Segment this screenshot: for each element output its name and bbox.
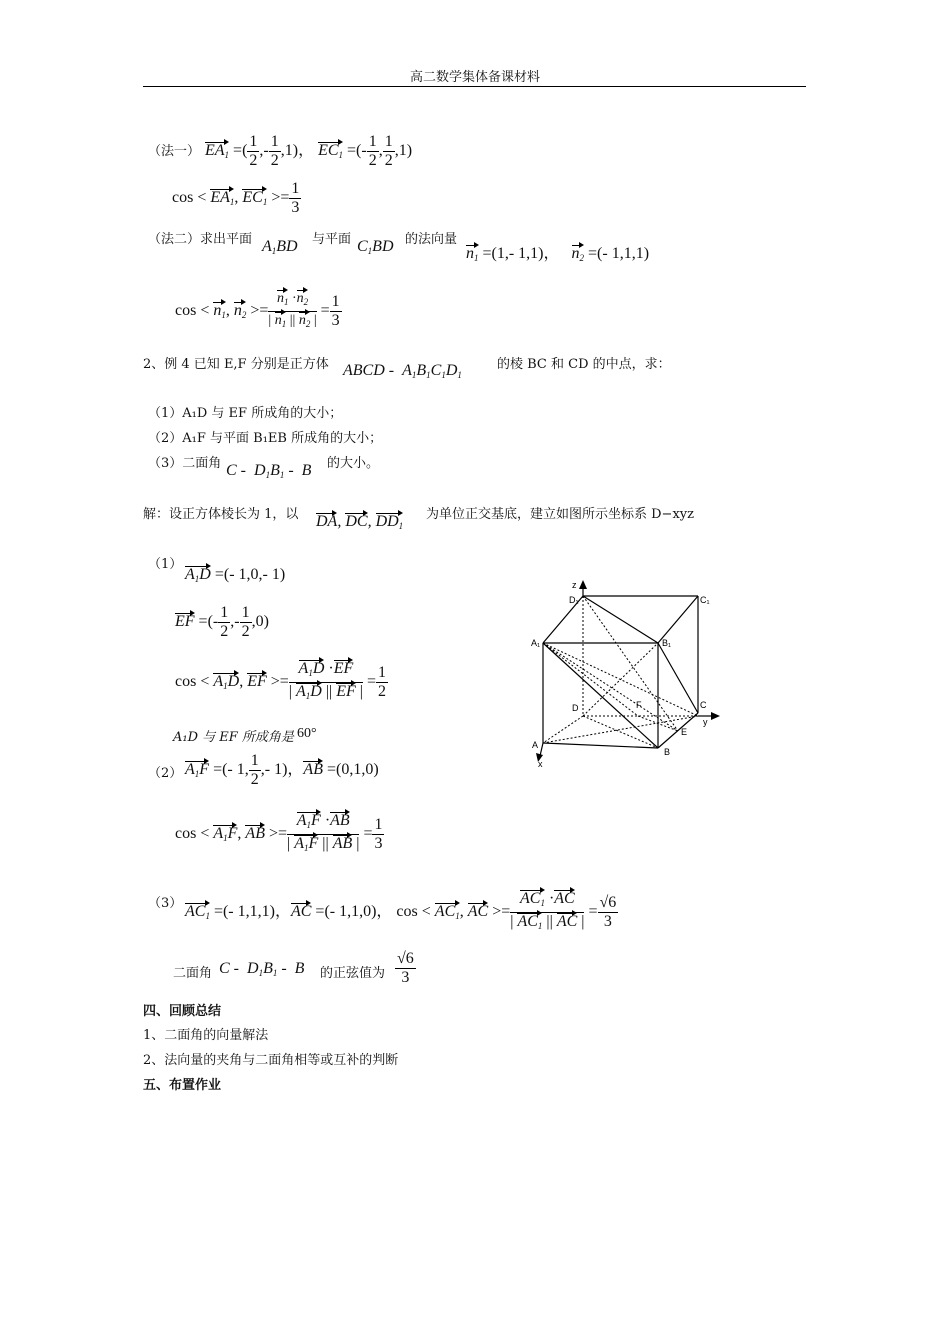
normal-vectors: $n_1 =(1,-$ 1,1)， $n_2$ =(- 1,1,1) — [466, 245, 650, 263]
part2-cos: $\cos < A_1F$, AB >= $\frac{A_1F \cdot AB}{| A_1F || AB |}$ = $\frac{1}{3}$ — [175, 812, 384, 857]
and-plane-text: 与平面 — [312, 232, 352, 247]
part1-label: （1） — [148, 557, 183, 572]
vector-ea1: $EA_1$ — [205, 142, 230, 161]
solution-intro: 解：设正方体棱长为 1，以 — [143, 507, 299, 522]
part3-vectors: $AC_1$ =(- 1,1,1)，AC =(- 1,1,0)， $\cos < AC_1$, AC >= $\frac{AC_1 \cdot AC}{| AC_1 || AC |}$ = $\frac{√6}{3}$ — [185, 890, 618, 935]
method1-cos: $\cos < EA_1$, $EC_1$ >= $\frac{1}{3}$ — [172, 180, 300, 216]
part3-sine: $\frac{√6}{3}$ — [397, 950, 414, 986]
method1-label: （法一） — [148, 144, 201, 159]
question-1: （1）A₁D 与 EF 所成角的大小； — [148, 406, 343, 421]
page-header: 高二数学集体备课材料 — [409, 70, 540, 85]
label-x: x — [538, 759, 543, 768]
label-y: y — [703, 717, 708, 727]
review-item-2: 2、法向量的夹角与二面角相等或互补的判断 — [143, 1053, 399, 1068]
method1-vectors: $EA_1$ =( $\frac{1}{2}$ ,- $\frac{1}{2}$ ,1)， $EC_1$ =(- $\frac{1}{2}$ , $\frac{1}{2}$ ,1) — [205, 133, 413, 169]
review-heading: 四、回顾总结 — [143, 1004, 222, 1019]
vector-a1f-ab: $A_1F$ =(- 1, $\frac{1}{2}$ ,- 1)，AB =(0,1,0) — [185, 752, 379, 788]
example4-intro: 2、例 4 已知 E,F 分别是正方体 — [143, 357, 329, 372]
cube-name: ABCD - $A_1B_1C_1D_1$ — [343, 362, 462, 380]
part3-angle: C - $D_1B_1$ - B — [219, 960, 305, 978]
method2-cos: $\cos < n_1$, $n_2$ >= $\frac{n_1 \cdot n_2}{| n_1 || n_2 |}$ = $\frac{1}{3}$ — [175, 290, 342, 333]
part3-conclusion-b: 的正弦值为 — [320, 966, 386, 981]
label-a1: A₁ — [531, 638, 541, 648]
label-f: F — [636, 700, 642, 710]
label-b1: B₁ — [662, 638, 672, 648]
cube-figure — [528, 578, 728, 768]
review-item-1: 1、二面角的向量解法 — [143, 1028, 269, 1043]
label-a: A — [532, 740, 539, 750]
vector-ec1: $EC_1$ — [318, 142, 344, 161]
label-z: z — [572, 580, 577, 590]
method2-label: （法二）求出平面 — [148, 232, 253, 247]
homework-heading: 五、布置作业 — [143, 1078, 222, 1093]
part3-conclusion-a: 二面角 — [173, 966, 213, 981]
question-3-a: （3）二面角 — [148, 456, 222, 471]
label-d1: D₁ — [569, 595, 579, 605]
question-3-angle: C - $D_1B_1$ - B — [226, 462, 312, 480]
plane-c1bd: $C_1BD$ — [357, 238, 394, 256]
part1-conclusion: A₁D 与 EF 所成角是 — [173, 730, 294, 745]
solution-intro-end: 为单位正交基底，建立如图所示坐标系 D−xyz — [426, 507, 694, 522]
header-rule — [143, 86, 806, 87]
vector-ef-eq: EF =(- $\frac{1}{2}$ ,- $\frac{1}{2}$ ,0) — [175, 604, 269, 640]
label-d: D — [572, 703, 579, 713]
question-2: （2）A₁F 与平面 B₁EB 所成角的大小； — [148, 431, 383, 446]
part1-angle: 60° — [297, 726, 317, 741]
example4-intro-end: 的棱 BC 和 CD 的中点，求： — [497, 357, 671, 372]
plane-a1bd: $A_1BD$ — [262, 238, 298, 256]
part3-label: （3） — [148, 896, 183, 911]
vector-a1d-eq: $A_1D$ =(- 1,0,- 1) — [185, 566, 286, 584]
part1-cos: $\cos < A_1D$, EF >= $\frac{A_1D \cdot EF}{| A_1D || EF |}$ = $\frac{1}{2}$ — [175, 660, 388, 705]
label-b: B — [664, 747, 671, 757]
label-e: E — [681, 727, 688, 737]
question-3-b: 的大小。 — [327, 456, 380, 471]
normal-vector-text: 的法向量 — [405, 232, 458, 247]
label-c1: C₁ — [700, 595, 710, 605]
part2-label: （2） — [148, 766, 183, 781]
basis-vectors: DA, DC, $DD_1$ — [316, 513, 404, 531]
label-c: C — [700, 700, 707, 710]
